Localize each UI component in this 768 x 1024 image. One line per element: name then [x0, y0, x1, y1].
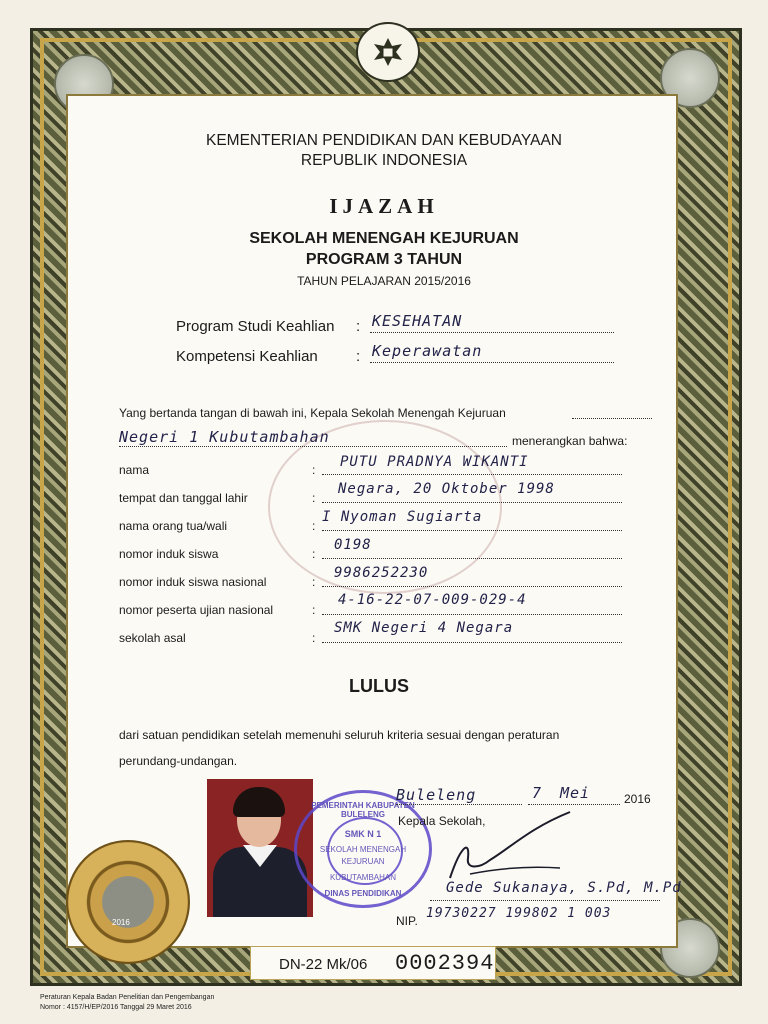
stamp-line-3: KEJURUAN: [341, 857, 385, 866]
signature-day: 7: [532, 784, 543, 802]
dotted-line: [370, 332, 614, 333]
dotted-line: [370, 362, 614, 363]
gold-hologram-seal: [66, 840, 190, 964]
signature-month: Mei: [560, 784, 591, 802]
dotted-line: [430, 900, 660, 901]
principal-name: Gede Sukanaya, S.Pd, M.Pd: [446, 880, 682, 896]
field-label-nis: nomor induk siswa: [119, 547, 219, 561]
field-value-origin-school: SMK Negeri 4 Negara: [334, 620, 514, 636]
serial-prefix: DN-22 Mk/06: [279, 956, 368, 973]
serial-number: 0002394: [395, 951, 495, 976]
field-label-birth: tempat dan tanggal lahir: [119, 491, 248, 505]
certificate-title: IJAZAH: [329, 194, 439, 218]
footnote-line-1: Peraturan Kepala Badan Penelitian dan Pengembangan: [40, 994, 215, 1001]
competence-label: Kompetensi Keahlian: [176, 348, 318, 365]
ministry-line-2: REPUBLIK INDONESIA: [300, 152, 468, 169]
signature-place: Buleleng: [396, 786, 477, 804]
dotted-line: [396, 804, 522, 805]
signature-role: Kepala Sekolah,: [398, 814, 486, 828]
dotted-line: [322, 558, 622, 559]
school-name: Negeri 1 Kubutambahan: [119, 428, 330, 446]
competence-value: Keperawatan: [372, 342, 483, 360]
colon: :: [312, 519, 316, 533]
academic-year: TAHUN PELAJARAN 2015/2016: [297, 274, 471, 288]
colon: :: [356, 318, 361, 335]
colon: :: [312, 575, 316, 589]
footnote-line-2: Nomor : 4157/H/EP/2016 Tanggal 29 Maret 2016: [40, 1004, 192, 1011]
graduation-status: LULUS: [349, 676, 409, 696]
stamp-line-4: KUBUTAMBAHAN: [329, 873, 397, 882]
field-label-nisn: nomor induk siswa nasional: [119, 575, 267, 589]
stamp-school-code: SMK N 1: [344, 829, 382, 839]
nip-value: 19730227 199802 1 003: [426, 906, 612, 921]
colon: :: [312, 547, 316, 561]
field-value-nisn: 9986252230: [334, 565, 429, 581]
nip-label: NIP.: [396, 914, 418, 928]
program-duration: PROGRAM 3 TAHUN: [305, 251, 463, 268]
dotted-line: [572, 418, 652, 419]
dotted-line: [322, 586, 622, 587]
dotted-line: [322, 642, 622, 643]
field-value-birth: Negara, 20 Oktober 1998: [338, 481, 555, 497]
program-label: Program Studi Keahlian: [176, 318, 335, 335]
dotted-line: [322, 502, 622, 503]
ministry-line-1: KEMENTERIAN PENDIDIKAN DAN KEBUDAYAAN: [206, 132, 562, 149]
field-value-name: PUTU PRADNYA WIKANTI: [340, 454, 529, 470]
colon: :: [356, 348, 361, 365]
field-label-origin-school: sekolah asal: [119, 631, 186, 645]
serial-number-box: [250, 946, 496, 980]
colon: :: [312, 631, 316, 645]
dotted-line: [528, 804, 620, 805]
stamp-bottom-text: DINAS PENDIDIKAN: [324, 889, 402, 898]
field-label-parent: nama orang tua/wali: [119, 519, 228, 533]
field-value-nis: 0198: [334, 537, 372, 553]
colon: :: [312, 463, 316, 477]
dotted-line: [119, 446, 507, 447]
photo-hair: [233, 787, 285, 817]
field-value-parent: I Nyoman Sugiarta: [322, 509, 483, 525]
garuda-emblem-icon: [356, 22, 420, 82]
principal-signature-icon: [440, 808, 580, 888]
statement-intro: Yang bertanda tangan di bawah ini, Kepala Sekolah Menengah Kejuruan: [119, 406, 506, 420]
declares-text: menerangkan bahwa:: [512, 434, 628, 448]
result-description-line-1: dari satuan pendidikan setelah memenuhi seluruh kriteria sesuai dengan peraturan: [119, 728, 560, 742]
colon: :: [312, 603, 316, 617]
signature-year: 2016: [624, 792, 651, 806]
school-type: SEKOLAH MENENGAH KEJURUAN: [249, 230, 519, 247]
field-label-exam-number: nomor peserta ujian nasional: [119, 603, 274, 617]
seal-year: 2016: [112, 918, 130, 927]
program-value: KESEHATAN: [372, 312, 463, 330]
stamp-top-text: PEMERINTAH KABUPATEN BULELENG: [311, 801, 415, 819]
dotted-line: [322, 530, 622, 531]
school-stamp: [294, 790, 432, 908]
field-value-exam-number: 4-16-22-07-009-029-4: [338, 592, 527, 608]
field-label-name: nama: [119, 463, 150, 477]
dotted-line: [322, 474, 622, 475]
result-description-line-2: perundang-undangan.: [119, 754, 238, 768]
dotted-line: [322, 614, 622, 615]
stamp-line-2: SEKOLAH MENENGAH: [319, 845, 407, 854]
colon: :: [312, 491, 316, 505]
